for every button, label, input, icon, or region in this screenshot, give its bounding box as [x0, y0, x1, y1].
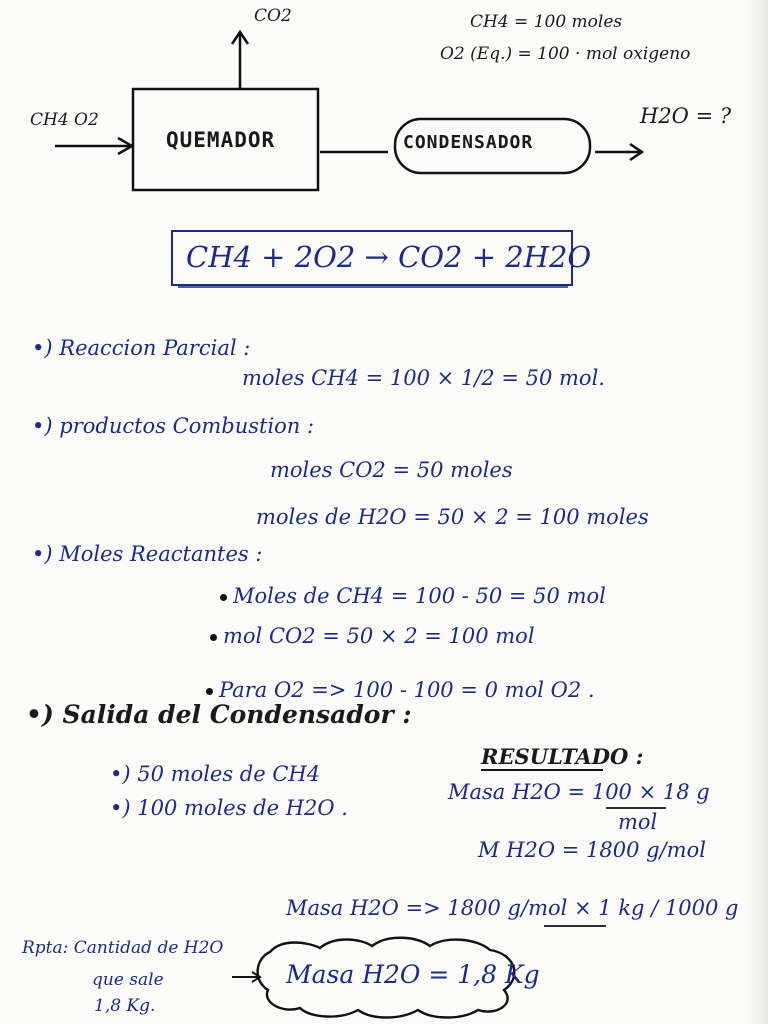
condenser-output-h2o: •) 100 moles de H2O .	[110, 796, 348, 820]
reactor-label: QUEMADOR	[166, 128, 276, 152]
condenser-output-ch4: •) 50 moles de CH4	[110, 762, 321, 786]
bullet-icon	[220, 594, 227, 601]
reactants-co2-line: mol CO2 = 50 × 2 = 100 mol	[210, 624, 535, 648]
feed-arrow	[55, 138, 132, 154]
condenser-output-heading: •) Salida del Condensador :	[26, 700, 412, 729]
bullet-icon	[210, 634, 217, 641]
co2-up-arrow	[232, 32, 248, 88]
final-answer: Masa H2O = 1,8 Kg	[286, 960, 540, 989]
co2-outlet-label: CO2	[254, 6, 292, 26]
output-label: H2O = ?	[640, 104, 732, 128]
feed-ratio-ch4: CH4 = 100 moles	[470, 12, 623, 32]
products-h2o-line: moles de H2O = 50 × 2 = 100 moles	[256, 505, 649, 529]
products-heading: •) productos Combustion :	[32, 414, 315, 438]
reactants-heading: •) Moles Reactantes :	[32, 542, 263, 566]
feed-ratio-o2: O2 (Eq.) = 100 · mol oxigeno	[440, 44, 691, 64]
output-arrow	[595, 144, 642, 160]
reaction-heading: •) Reaccion Parcial :	[32, 336, 251, 360]
bullet-icon	[206, 688, 213, 695]
reaction-line: moles CH4 = 100 × 1/2 = 50 mol.	[242, 366, 605, 390]
answer-arrow	[232, 972, 260, 982]
answer-note-line-1: Rpta: Cantidad de H2O	[22, 938, 224, 958]
result-heading: RESULTADO :	[481, 744, 644, 769]
reaction-equation: CH4 + 2O2 → CO2 + 2H2O	[186, 240, 592, 274]
reactants-ch4-line: Moles de CH4 = 100 - 50 = 50 mol	[220, 584, 606, 608]
condenser-label: CONDENSADOR	[403, 132, 534, 153]
result-mass-denominator: mol	[618, 810, 658, 834]
feed-label: CH4 O2	[30, 110, 99, 130]
answer-note-line-3: 1,8 Kg.	[94, 996, 156, 1016]
answer-note-line-2: que sale	[92, 970, 164, 990]
products-co2-line: moles CO2 = 50 moles	[270, 458, 513, 482]
result-molar-mass: M H2O = 1800 g/mol	[478, 838, 706, 862]
reactants-o2-line: Para O2 => 100 - 100 = 0 mol O2 .	[206, 678, 595, 702]
result-mass-line: Masa H2O = 100 × 18 g	[448, 780, 710, 804]
mass-conversion-line: Masa H2O => 1800 g/mol × 1 kg / 1000 g	[286, 896, 739, 920]
